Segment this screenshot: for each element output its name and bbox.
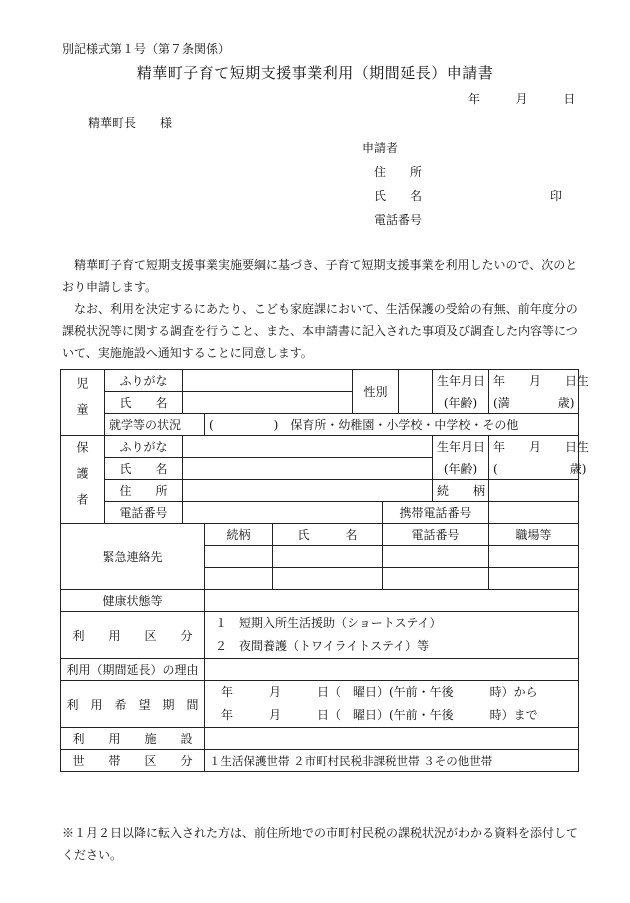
guardian-age-label: (年齢): [433, 458, 489, 480]
emergency-name-field-2[interactable]: [273, 568, 383, 590]
usage-option-twilight-stay[interactable]: ２ 夜間養護（トワイライトステイ）等: [215, 639, 430, 653]
emergency-phone-field-2[interactable]: [383, 568, 489, 590]
emergency-name-field-1[interactable]: [273, 546, 383, 568]
child-furigana-label: ふりがな: [105, 370, 183, 392]
guardian-mobile-field[interactable]: [489, 502, 579, 524]
period-label: 利 用 希 望 期 間: [61, 681, 205, 728]
health-status-field[interactable]: [205, 590, 579, 612]
child-birthdate-label: 生年月日: [433, 370, 489, 392]
applicant-address-label: 住 所: [374, 165, 423, 179]
page-title: 精華町子育て短期支援事業利用（期間延長）申請書: [136, 64, 494, 82]
applicant-block: [362, 136, 562, 232]
emergency-contact-label: 緊急連絡先: [61, 524, 205, 590]
child-school-field[interactable]: ( ) 保育所・幼稚園・小学校・中学校・その他: [205, 414, 579, 436]
seal-mark: 印: [550, 189, 563, 203]
child-school-label: 就学等の状況: [105, 414, 205, 436]
emergency-workplace-field-2[interactable]: [489, 568, 579, 590]
period-from[interactable]: 年 月 日（ 曜日）(午前・午後 時）から: [221, 685, 538, 699]
child-gender-field[interactable]: [399, 370, 433, 414]
applicant-name-label: 氏 名: [374, 189, 423, 203]
application-form-table: [60, 369, 590, 772]
applicant-heading: 申請者: [362, 141, 399, 155]
guardian-relation-label: 続 柄: [433, 480, 489, 502]
guardian-phone-label: 電話番号: [105, 502, 183, 524]
guardian-name-label: 氏 名: [105, 458, 183, 480]
usage-type-label: 利 用 区 分: [61, 612, 205, 659]
date-month: 月: [515, 92, 528, 106]
guardian-relation-field[interactable]: [489, 480, 579, 502]
guardian-birth-value[interactable]: 年 月 日生: [489, 436, 579, 458]
usage-option-short-stay[interactable]: １ 短期入所生活援助（ショートステイ）: [215, 616, 442, 630]
date-day: 日: [563, 92, 576, 106]
child-furigana-field[interactable]: [183, 370, 353, 392]
footnote: ※１月２日以降に転入された方は、前住所地での市町村民税の課税状況がわかる資料を添付してください。: [62, 826, 579, 862]
emergency-workplace-field-1[interactable]: [489, 546, 579, 568]
guardian-phone-field[interactable]: [183, 502, 383, 524]
health-status-label: 健康状態等: [61, 590, 205, 612]
guardian-birthdate-label: 生年月日: [433, 436, 489, 458]
guardian-mobile-label: 携帯電話番号: [383, 502, 489, 524]
facility-label: 利 用 施 設: [61, 728, 205, 750]
child-age-value[interactable]: (満 歳): [489, 392, 579, 414]
guardian-section-label: 保護者: [61, 436, 105, 524]
body-paragraph-1: 精華町子育て短期支援事業実施要綱に基づき、子育て短期支援事業を利用したいので、次のとおり申請します。: [62, 258, 578, 294]
date-line: [468, 90, 575, 107]
child-name-field[interactable]: [183, 392, 353, 414]
child-birth-value[interactable]: 年 月 日生: [489, 370, 579, 392]
child-age-label: (年齢): [433, 392, 489, 414]
emergency-relation-header: 続柄: [205, 524, 273, 546]
emergency-name-header: 氏 名: [273, 524, 383, 546]
emergency-phone-field-1[interactable]: [383, 546, 489, 568]
household-type-label: 世 帯 区 分: [61, 750, 205, 772]
body-paragraph-2: なお、利用を決定するにあたり、こども家庭課において、生活保護の受給の有無、前年度分の課税状況等に関する調査を行うこと、また、本申請書に記入された事項及び調査した内容等について、実施施設へ通知することに同意します。: [62, 302, 578, 360]
reason-field[interactable]: [205, 659, 579, 681]
emergency-relation-field-1[interactable]: [205, 546, 273, 568]
form-number: 別記様式第１号（第７条関係）: [62, 42, 231, 56]
addressee: 精華町長 様: [88, 116, 173, 130]
guardian-address-label: 住 所: [105, 480, 183, 502]
facility-field[interactable]: [205, 728, 579, 750]
emergency-relation-field-2[interactable]: [205, 568, 273, 590]
period-field[interactable]: [205, 681, 579, 728]
emergency-phone-header: 電話番号: [383, 524, 489, 546]
emergency-workplace-header: 職場等: [489, 524, 579, 546]
guardian-address-field[interactable]: [183, 480, 433, 502]
child-gender-label: 性別: [353, 370, 399, 414]
child-section-label: 児童: [61, 370, 105, 436]
household-type-options[interactable]: １生活保護世帯 ２市町村民税非課税世帯 ３その他世帯: [205, 750, 579, 772]
guardian-furigana-field[interactable]: [183, 436, 433, 458]
guardian-name-field[interactable]: [183, 458, 433, 480]
period-to[interactable]: 年 月 日（ 曜日）(午前・午後 時）まで: [221, 708, 538, 722]
date-year: 年: [468, 92, 481, 106]
usage-type-options[interactable]: [205, 612, 579, 659]
reason-label: 利用（期間延長）の理由: [61, 659, 205, 681]
guardian-furigana-label: ふりがな: [105, 436, 183, 458]
child-name-label: 氏 名: [105, 392, 183, 414]
applicant-phone-label: 電話番号: [374, 213, 423, 227]
guardian-age-value[interactable]: ( 歳): [489, 458, 579, 480]
